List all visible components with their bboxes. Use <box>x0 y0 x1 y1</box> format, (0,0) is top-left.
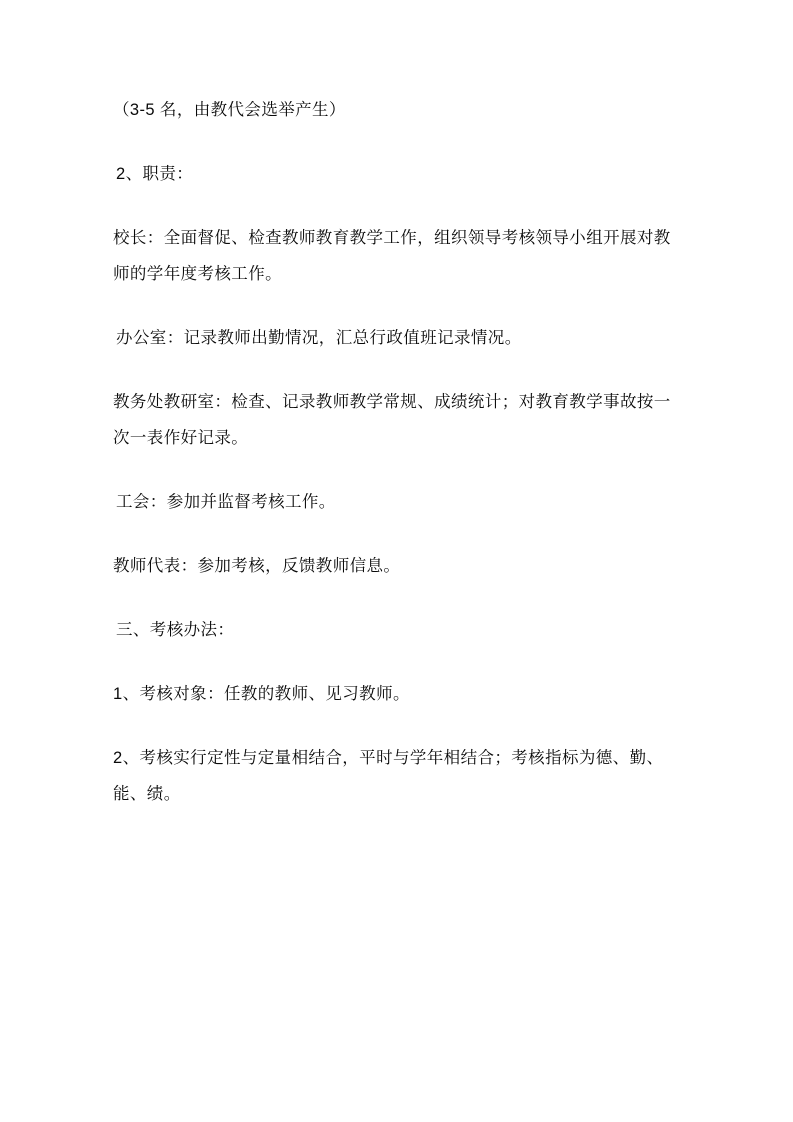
paragraph-union-duty: 工会：参加并监督考核工作。 <box>116 493 336 511</box>
paragraph-section-duties-heading: 2、职责： <box>116 165 194 183</box>
paragraph-office-duty: 办公室：记录教师出勤情况，汇总行政值班记录情况。 <box>116 329 522 347</box>
document-text-body <box>113 92 683 812</box>
paragraph-teacher-rep-duty: 教师代表：参加考核，反馈教师信息。 <box>113 557 401 575</box>
paragraph-principal-duty: 校长：全面督促、检查教师教育教学工作，组织领导考核领导小组开展对教师的学年度考核工作。 <box>113 229 671 283</box>
paragraph-assessment-subjects: 1、考核对象：任教的教师、见习教师。 <box>113 685 410 703</box>
paragraph-assessment-method: 2、考核实行定性与定量相结合，平时与学年相结合；考核指标为德、勤、能、绩。 <box>113 749 664 803</box>
paragraph-teaching-affairs-duty: 教务处教研室：检查、记录教师教学常规、成绩统计；对教育教学事故按一次一表作好记录。 <box>113 393 671 447</box>
paragraph-committee-members: （3-5 名，由教代会选举产生） <box>113 101 346 119</box>
paragraph-section-three-heading: 三、考核办法： <box>116 621 235 639</box>
